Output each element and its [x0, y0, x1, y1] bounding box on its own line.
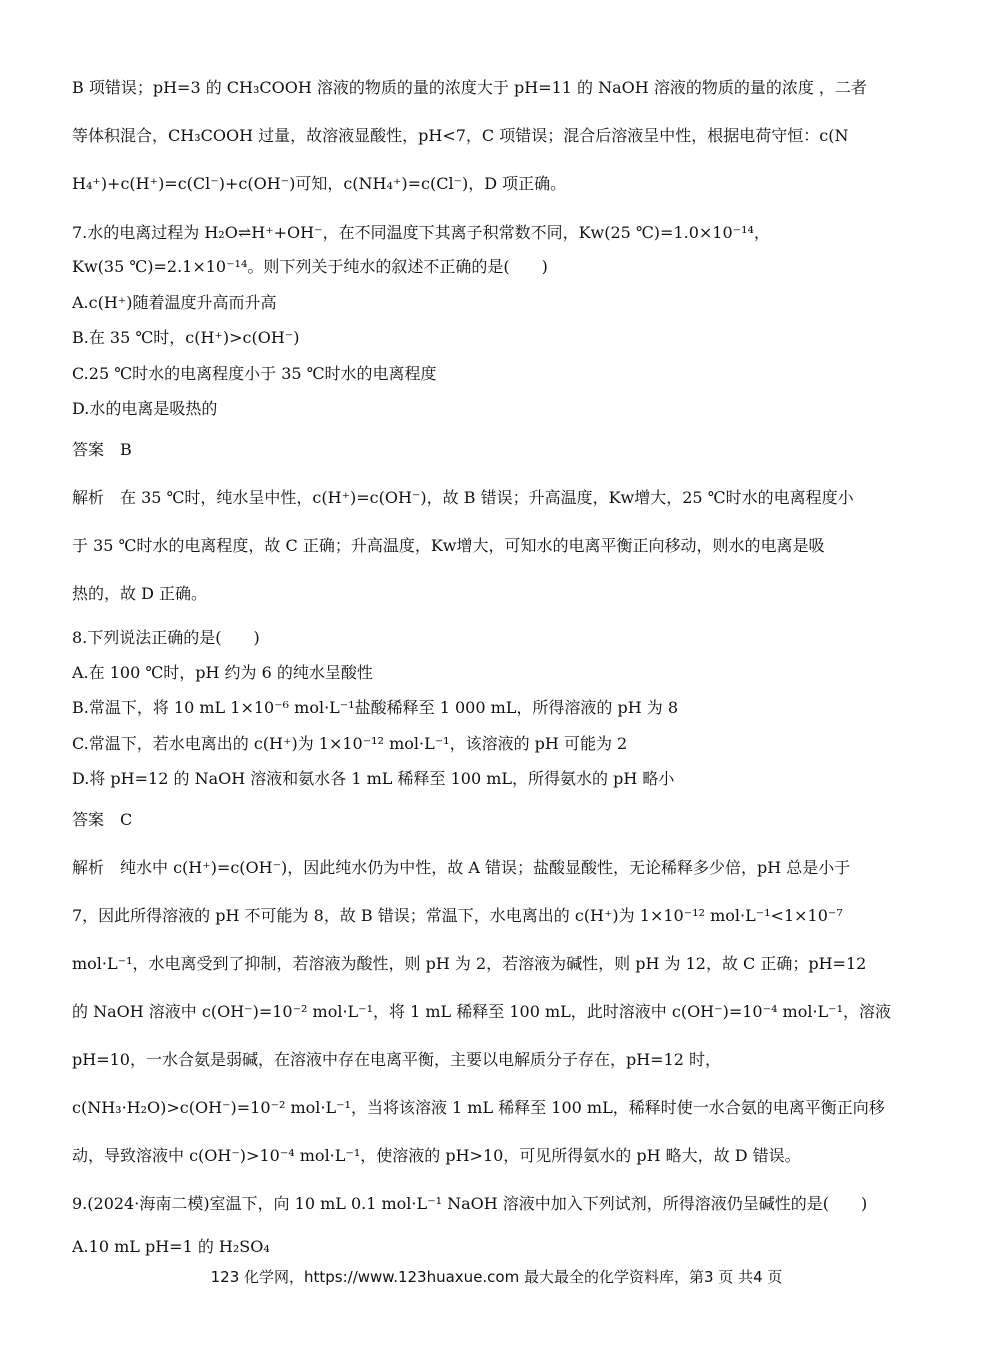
text-line-27: 9.(2024·海南二模)室温下，向 10 mL 0.1 mol·L⁻¹ NaOH 溶液中加入下列试剂，所得溶液仍呈碱性的是( ): [72, 1194, 868, 1213]
text-line-23: 的 NaOH 溶液中 c(OH⁻)=10⁻² mol·L⁻¹，将 1 mL 稀释至 100 mL，此时溶液中 c(OH⁻)=10⁻⁴ mol·L⁻¹，溶液: [72, 1002, 892, 1021]
text-line-2: 等体积混合，CH₃COOH 过量，故溶液显酸性，pH<7，C 项错误；混合后溶液呈中性，根据电荷守恒：c(N: [72, 126, 849, 145]
text-line-6: A.c(H⁺)随着温度升高而升高: [72, 293, 277, 312]
text-line-5: Kw(35 ℃)=2.1×10⁻¹⁴。则下列关于纯水的叙述不正确的是( ): [72, 257, 548, 276]
text-line-4: 7.水的电离过程为 H₂O⇌H⁺+OH⁻，在不同温度下其离子积常数不同，Kw(25 ℃)=1.0×10⁻¹⁴，: [72, 223, 770, 242]
text-line-20: 解析 纯水中 c(H⁺)=c(OH⁻)，因此纯水仍为中性，故 A 错误；盐酸显酸性，无论稀释多少倍，pH 总是小于: [72, 858, 851, 877]
text-line-25: c(NH₃·H₂O)>c(OH⁻)=10⁻² mol·L⁻¹，当将该溶液 1 mL 稀释至 100 mL，稀释时使一水合氨的电离平衡正向移: [72, 1098, 885, 1117]
text-line-11: 解析 在 35 ℃时，纯水呈中性，c(H⁺)=c(OH⁻)，故 B 错误；升高温度，Kw增大，25 ℃时水的电离程度小: [72, 488, 854, 507]
text-line-28: A.10 mL pH=1 的 H₂SO₄: [72, 1237, 270, 1256]
text-line-21: 7，因此所得溶液的 pH 不可能为 8，故 B 错误；常温下，水电离出的 c(H⁺)为 1×10⁻¹² mol·L⁻¹<1×10⁻⁷: [72, 906, 843, 925]
text-line-26: 动，导致溶液中 c(OH⁻)>10⁻⁴ mol·L⁻¹，使溶液的 pH>10，可见所得氨水的 pH 略大，故 D 错误。: [72, 1146, 801, 1165]
text-line-7: B.在 35 ℃时，c(H⁺)>c(OH⁻): [72, 328, 300, 347]
text-line-9: D.水的电离是吸热的: [72, 399, 218, 418]
text-line-12: 于 35 ℃时水的电离程度，故 C 正确；升高温度，Kw增大，可知水的电离平衡正向移动，则水的电离是吸: [72, 536, 825, 555]
page-footer: 123 化学网，https://www.123huaxue.com 最大最全的化学资料库，第3 页 共4 页: [210, 1268, 783, 1286]
text-line-14: 8.下列说法正确的是( ): [72, 628, 260, 647]
text-line-8: C.25 ℃时水的电离程度小于 35 ℃时水的电离程度: [72, 364, 437, 383]
text-line-16: B.常温下，将 10 mL 1×10⁻⁶ mol·L⁻¹盐酸稀释至 1 000 mL，所得溶液的 pH 为 8: [72, 698, 679, 717]
text-line-17: C.常温下，若水电离出的 c(H⁺)为 1×10⁻¹² mol·L⁻¹，该溶液的 pH 可能为 2: [72, 734, 628, 753]
text-line-13: 热的，故 D 正确。: [72, 584, 208, 603]
text-line-18: D.将 pH=12 的 NaOH 溶液和氨水各 1 mL 稀释至 100 mL，所得氨水的 pH 略小: [72, 769, 675, 788]
text-line-22: mol·L⁻¹，水电离受到了抑制，若溶液为酸性，则 pH 为 2，若溶液为碱性，则 pH 为 12，故 C 正确；pH=12: [72, 954, 867, 973]
text-line-1: B 项错误；pH=3 的 CH₃COOH 溶液的物质的量的浓度大于 pH=11 的 NaOH 溶液的物质的量的浓度 ，二者: [72, 78, 867, 97]
text-line-3: H₄⁺)+c(H⁺)=c(Cl⁻)+c(OH⁻)可知，c(NH₄⁺)=c(Cl⁻)，D 项正确。: [72, 174, 567, 193]
text-line-19: 答案 C: [72, 810, 133, 829]
text-line-24: pH=10，一水合氨是弱碱，在溶液中存在电离平衡，主要以电解质分子存在，pH=12 时，: [72, 1050, 722, 1069]
text-line-10: 答案 B: [72, 440, 132, 459]
text-line-15: A.在 100 ℃时，pH 约为 6 的纯水呈酸性: [72, 663, 373, 682]
